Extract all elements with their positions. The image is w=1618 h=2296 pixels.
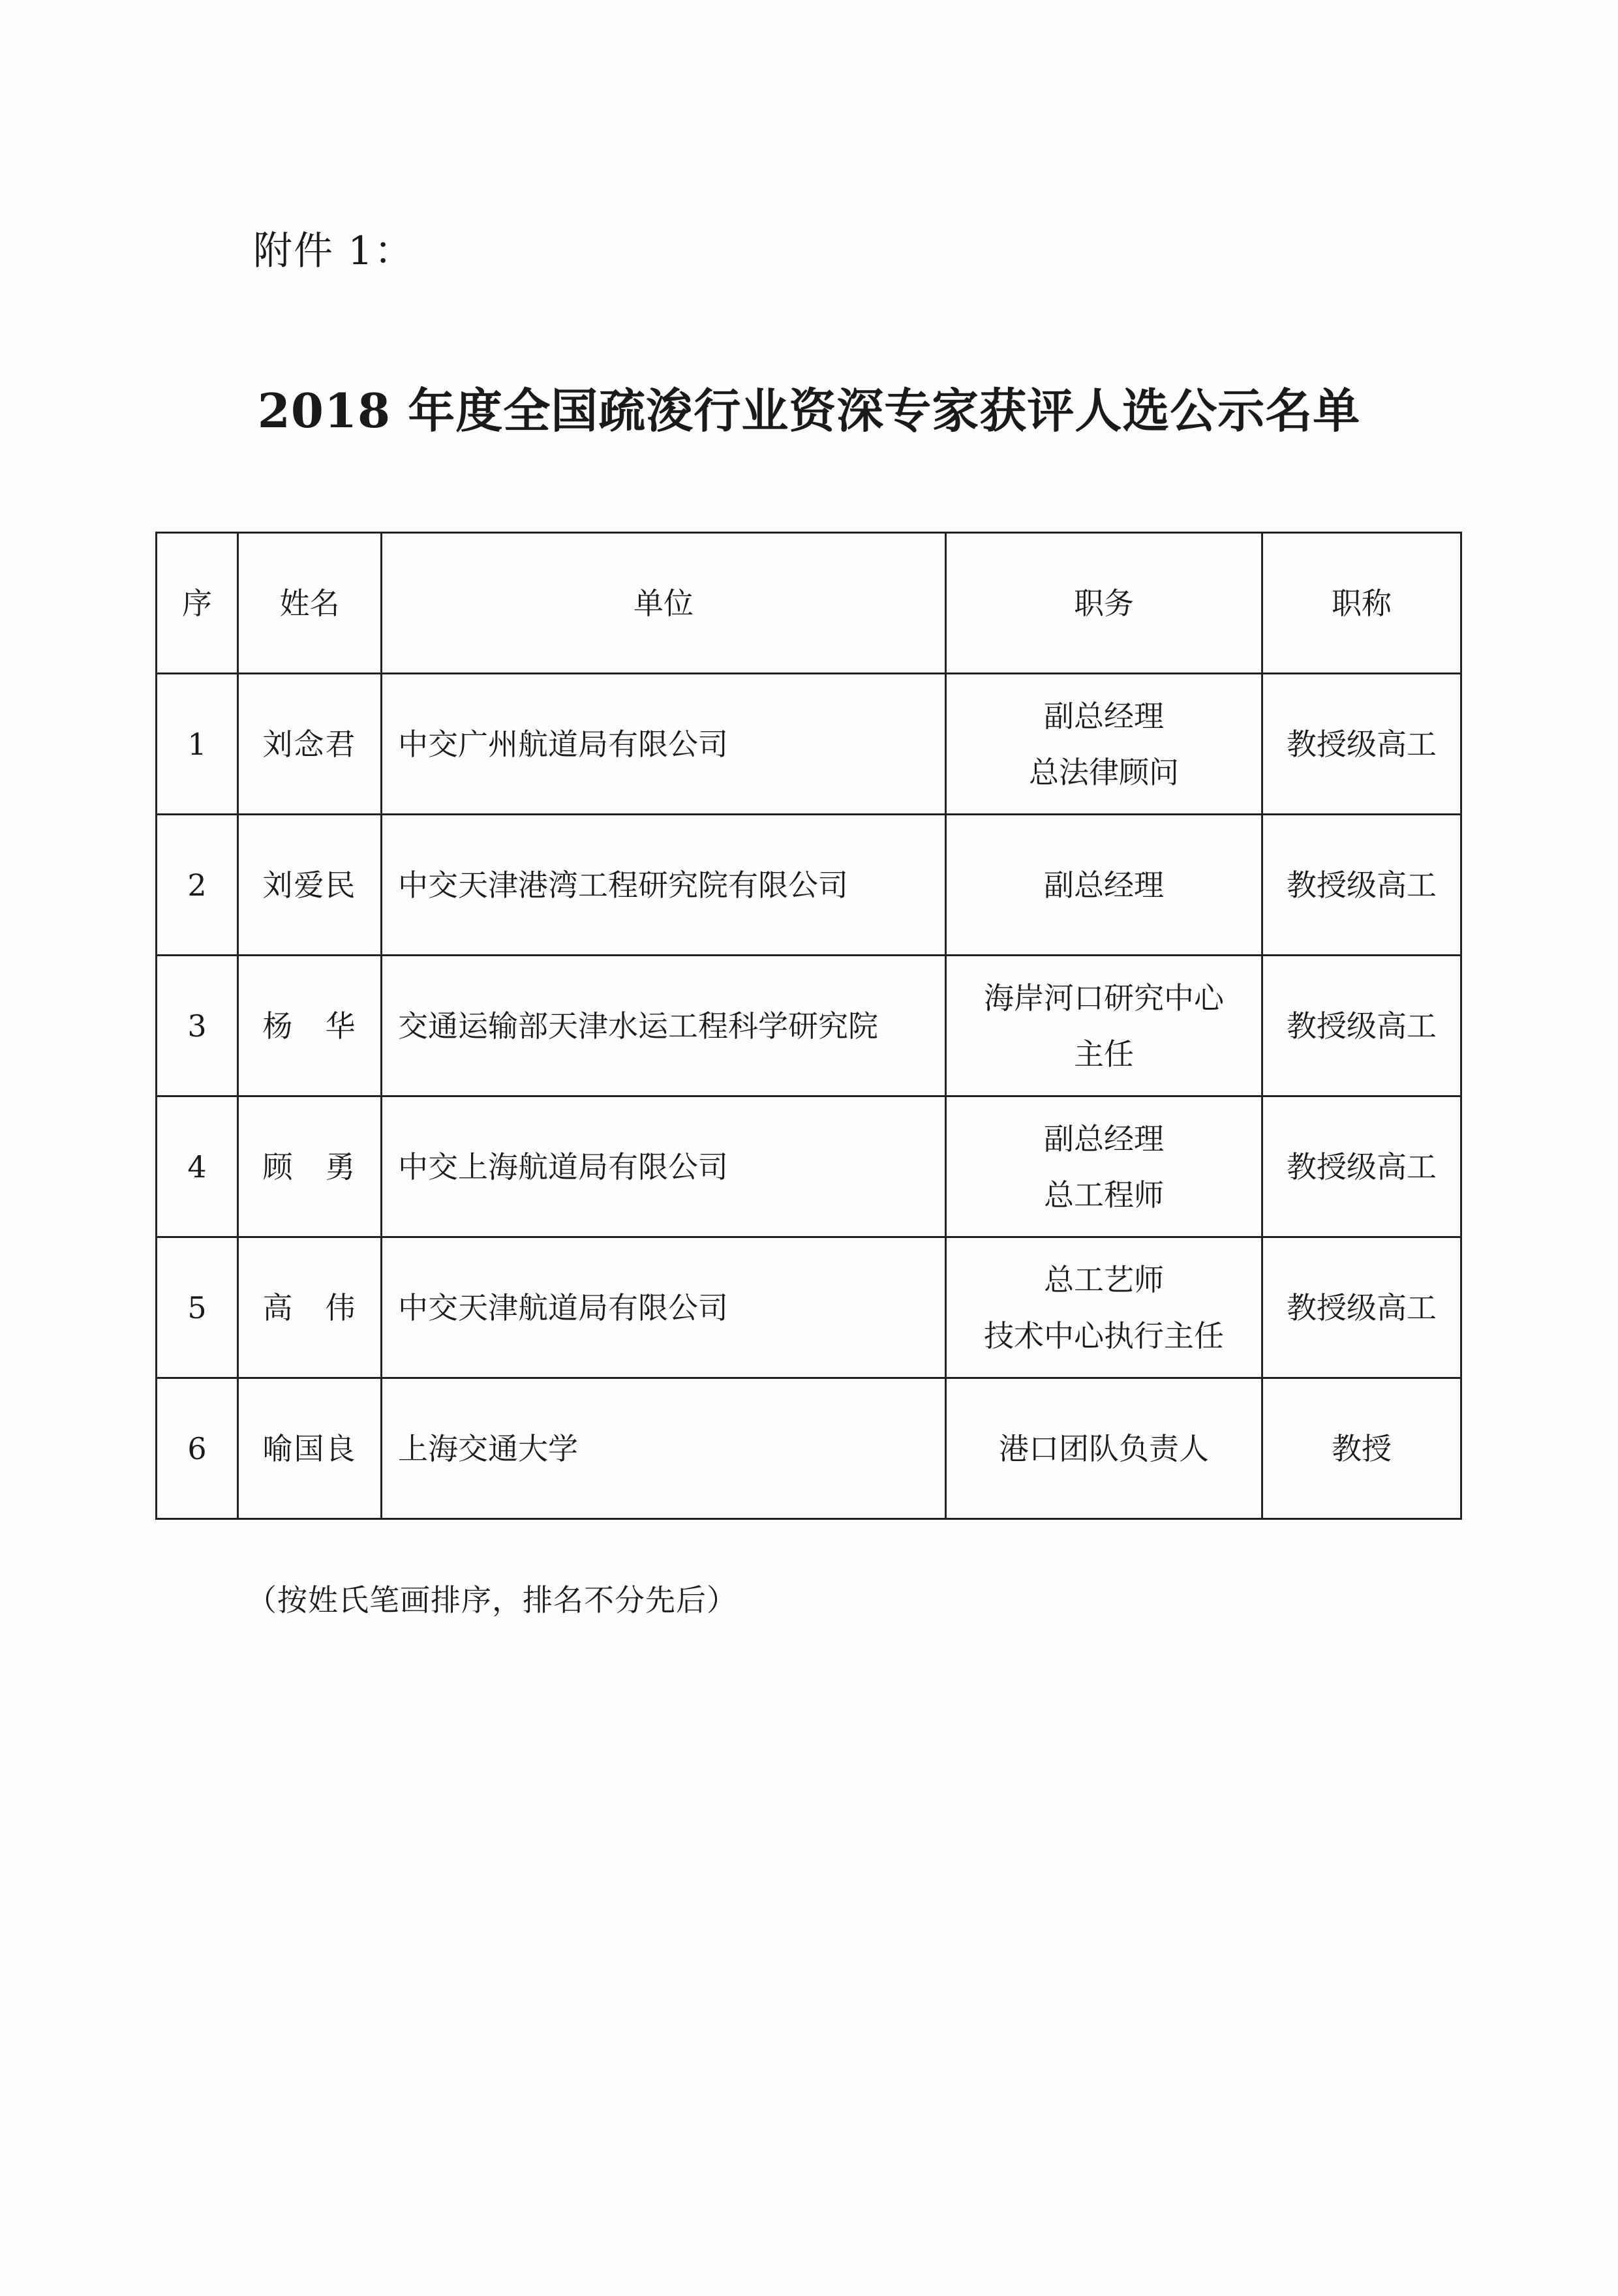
table-header-row bbox=[157, 533, 1461, 674]
position-line: 主任 bbox=[1074, 1036, 1134, 1072]
sorting-note: （按姓氏笔画排序，排名不分先后） bbox=[247, 1582, 737, 1618]
header-no: 序 bbox=[157, 533, 238, 674]
document-title: 2018 年度全国疏浚行业资深专家获评人选公示名单 bbox=[257, 383, 1361, 438]
row-title: 教授 bbox=[1262, 1378, 1461, 1519]
row-name: 高 伟 bbox=[238, 1237, 382, 1378]
row-name: 杨 华 bbox=[238, 956, 382, 1096]
header-unit: 单位 bbox=[382, 533, 946, 674]
row-title: 教授级高工 bbox=[1262, 674, 1461, 815]
row-no: 5 bbox=[157, 1237, 238, 1378]
row-no: 2 bbox=[157, 815, 238, 956]
row-position bbox=[946, 1378, 1262, 1519]
row-unit: 中交上海航道局有限公司 bbox=[382, 1096, 946, 1237]
row-position bbox=[946, 1096, 1262, 1237]
expert-list-table bbox=[155, 532, 1462, 1520]
row-name: 刘念君 bbox=[238, 674, 382, 815]
position-line: 技术中心执行主任 bbox=[984, 1318, 1224, 1353]
row-position bbox=[946, 956, 1262, 1096]
row-no: 1 bbox=[157, 674, 238, 815]
position-line: 总工程师 bbox=[1044, 1177, 1164, 1213]
row-position bbox=[946, 674, 1262, 815]
table-row bbox=[157, 956, 1461, 1096]
row-unit: 上海交通大学 bbox=[382, 1378, 946, 1519]
position-line: 副总经理 bbox=[1044, 1121, 1164, 1156]
table-row bbox=[157, 1237, 1461, 1378]
row-unit: 中交天津航道局有限公司 bbox=[382, 1237, 946, 1378]
row-no: 6 bbox=[157, 1378, 238, 1519]
row-name: 顾 勇 bbox=[238, 1096, 382, 1237]
row-position bbox=[946, 815, 1262, 956]
row-title: 教授级高工 bbox=[1262, 1237, 1461, 1378]
row-title: 教授级高工 bbox=[1262, 956, 1461, 1096]
position-line: 港口团队负责人 bbox=[999, 1430, 1209, 1466]
row-name: 喻国良 bbox=[238, 1378, 382, 1519]
row-unit: 中交广州航道局有限公司 bbox=[382, 674, 946, 815]
position-line: 副总经理 bbox=[1044, 867, 1164, 903]
position-line: 海岸河口研究中心 bbox=[984, 980, 1224, 1016]
table-row bbox=[157, 674, 1461, 815]
table-row bbox=[157, 815, 1461, 956]
row-unit: 交通运输部天津水运工程科学研究院 bbox=[382, 956, 946, 1096]
row-no: 4 bbox=[157, 1096, 238, 1237]
position-line: 总法律顾问 bbox=[1029, 754, 1179, 790]
row-title: 教授级高工 bbox=[1262, 815, 1461, 956]
row-unit: 中交天津港湾工程研究院有限公司 bbox=[382, 815, 946, 956]
row-no: 3 bbox=[157, 956, 238, 1096]
position-line: 副总经理 bbox=[1044, 698, 1164, 734]
table-row bbox=[157, 1378, 1461, 1519]
table-row bbox=[157, 1096, 1461, 1237]
header-position: 职务 bbox=[946, 533, 1262, 674]
header-name: 姓名 bbox=[238, 533, 382, 674]
header-title: 职称 bbox=[1262, 533, 1461, 674]
row-title: 教授级高工 bbox=[1262, 1096, 1461, 1237]
position-line: 总工艺师 bbox=[1044, 1261, 1164, 1297]
attachment-label: 附件 1： bbox=[253, 228, 415, 274]
expert-table-container bbox=[155, 532, 1460, 1520]
row-position bbox=[946, 1237, 1262, 1378]
row-name: 刘爱民 bbox=[238, 815, 382, 956]
